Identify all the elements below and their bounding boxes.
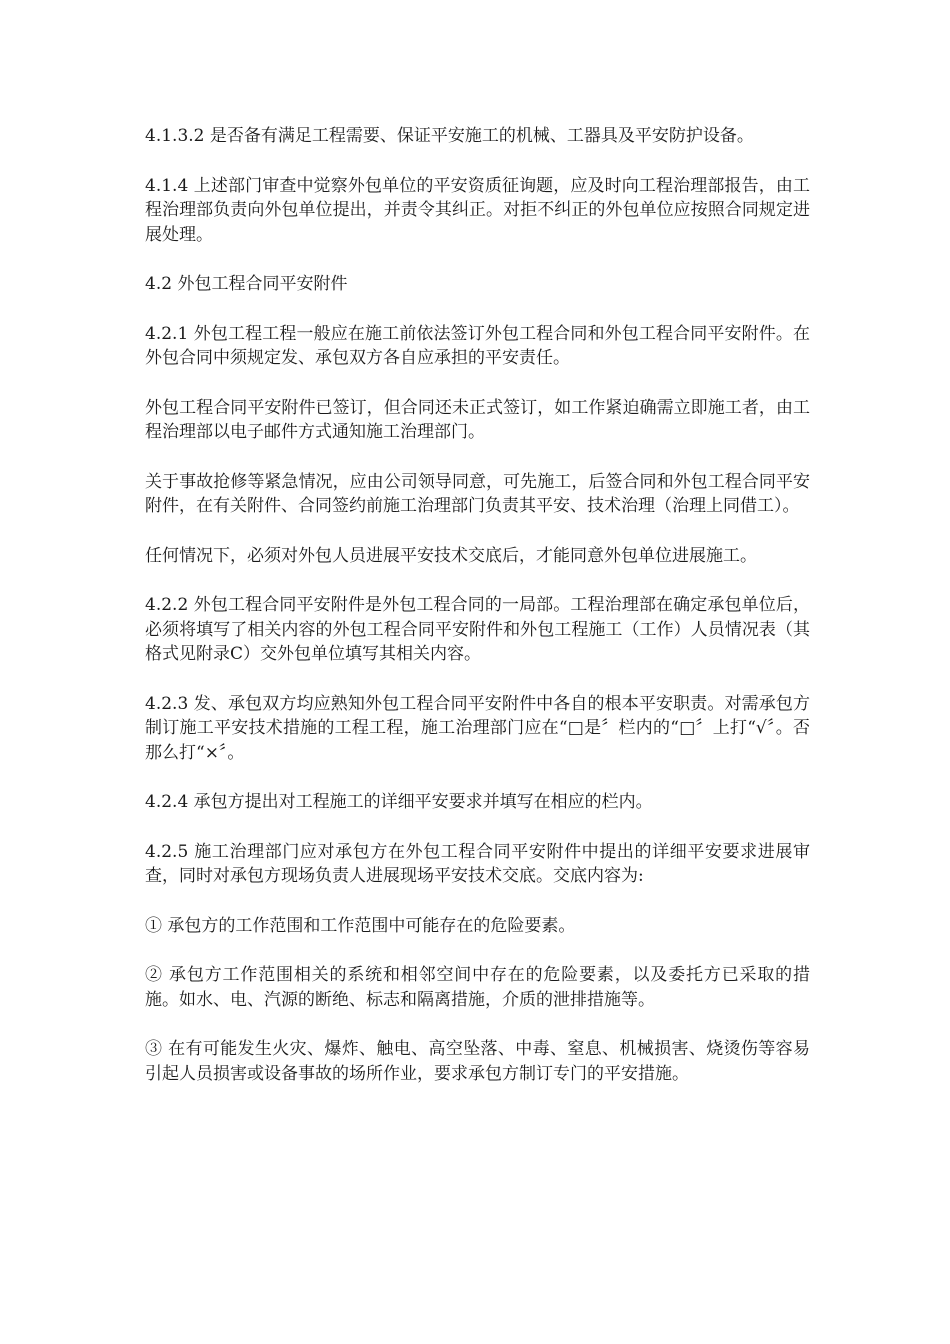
- paragraph-4-2-5: 4.2.5 施工治理部门应对承包方在外包工程合同平安附件中提出的详细平安要求进展审查，同时对承包方现场负责人进展现场平安技术交底。交底内容为:: [145, 841, 810, 886]
- document-body: [145, 124, 810, 1111]
- paragraph-4-2-2: 4.2.2 外包工程合同平安附件是外包工程合同的一局部。工程治理部在确定承包单位后，必须将填写了相关内容的外包工程合同平安附件和外包工程施工（工作）人员情况表（其格式见附录C）交外包单位填写其相关内容。: [145, 595, 810, 664]
- paragraph-4-2-4: 4.2.4 承包方提出对工程施工的详细平安要求并填写在相应的栏内。: [145, 792, 653, 812]
- paragraph-signed-attachment: 外包工程合同平安附件已签订，但合同还未正式签订，如工作紧迫确需立即施工者，由工程治理部以电子邮件方式通知施工治理部门。: [145, 397, 810, 442]
- paragraph-emergency-repair: 关于事故抢修等紧急情况，应由公司领导同意，可先施工，后签合同和外包工程合同平安附件，在有关附件、合同签约前施工治理部门负责其平安、技术治理（治理上同借工）。: [145, 471, 810, 516]
- list-item-2: ② 承包方工作范围相关的系统和相邻空间中存在的危险要素，以及委托方已采取的措施。如水、电、汽源的断绝、标志和隔离措施，介质的泄排措施等。: [145, 965, 810, 1010]
- list-item-1: ① 承包方的工作范围和工作范围中可能存在的危险要素。: [145, 915, 576, 936]
- paragraph-4-2-3: 4.2.3 发、承包双方均应熟知外包工程合同平安附件中各自的根本平安职责。对需承包方制订施工平安技术措施的工程工程，施工治理部门应在“□是〞栏内的“□〞上打“√〞。否那么打“×〞。: [145, 693, 810, 763]
- paragraph-4-1-3-2: 4.1.3.2 是否备有满足工程需要、保证平安施工的机械、工器具及平安防护设备。: [145, 126, 754, 146]
- list-item-3: ③ 在有可能发生火灾、爆炸、触电、高空坠落、中毒、窒息、机械损害、烧烫伤等容易引起人员损害或设备事故的场所作业，要求承包方制订专门的平安措施。: [145, 1039, 810, 1084]
- paragraph-4-2-1: 4.2.1 外包工程工程一般应在施工前依法签订外包工程合同和外包工程合同平安附件。在外包合同中须规定发、承包双方各自应承担的平安责任。: [145, 323, 810, 368]
- section-heading-4-2: 4.2 外包工程合同平安附件: [145, 274, 348, 294]
- paragraph-safety-briefing: 任何情况下，必须对外包人员进展平安技术交底后，才能同意外包单位进展施工。: [145, 545, 757, 566]
- paragraph-4-1-4: 4.1.4 上述部门审查中觉察外包单位的平安资质征询题，应及时向工程治理部报告，由工程治理部负责向外包单位提出，并责令其纠正。对拒不纠正的外包单位应按照合同规定进展处理。: [145, 175, 810, 245]
